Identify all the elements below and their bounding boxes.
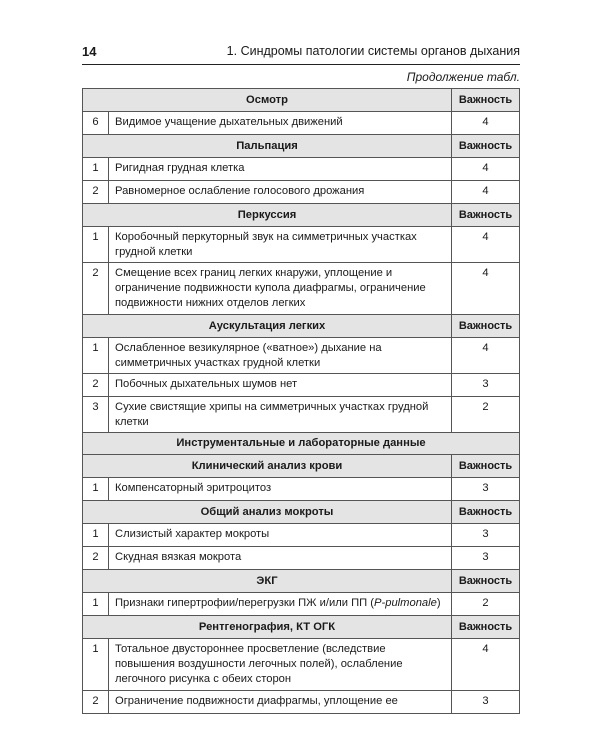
section-title: Клинический анализ крови bbox=[83, 455, 452, 478]
continued-label: Продолжение табл. bbox=[406, 70, 520, 84]
section-header bbox=[83, 501, 520, 524]
group-title: Инструментальные и лабораторные данные bbox=[83, 433, 520, 455]
importance-header: Важность bbox=[452, 315, 520, 338]
row-text-end: ) bbox=[436, 597, 441, 609]
table-row bbox=[83, 263, 520, 315]
row-text: Тотальное двустороннее просветление (вследствие повышения воздушности легочных полей), ослабление легочного рисунка с обеих сторон bbox=[109, 639, 452, 691]
row-importance: 2 bbox=[452, 397, 520, 433]
row-importance: 3 bbox=[452, 524, 520, 547]
section-title: Пальпация bbox=[83, 135, 452, 158]
section-header bbox=[83, 204, 520, 227]
table-row bbox=[83, 374, 520, 397]
section-title: Осмотр bbox=[83, 89, 452, 112]
row-number: 1 bbox=[83, 338, 109, 374]
table-row bbox=[83, 158, 520, 181]
row-number: 2 bbox=[83, 263, 109, 315]
table-row bbox=[83, 338, 520, 374]
importance-header: Важность bbox=[452, 204, 520, 227]
row-number: 1 bbox=[83, 227, 109, 263]
page-number: 14 bbox=[82, 44, 97, 59]
row-number: 2 bbox=[83, 374, 109, 397]
row-number: 2 bbox=[83, 691, 109, 714]
row-importance: 3 bbox=[452, 374, 520, 397]
row-importance: 3 bbox=[452, 547, 520, 570]
row-importance: 4 bbox=[452, 263, 520, 315]
table-row bbox=[83, 691, 520, 714]
importance-header: Важность bbox=[452, 135, 520, 158]
row-text: Ограничение подвижности диафрагмы, уплощение ее bbox=[109, 691, 452, 714]
table-row bbox=[83, 227, 520, 263]
table-row bbox=[83, 181, 520, 204]
importance-header: Важность bbox=[452, 616, 520, 639]
section-title: ЭКГ bbox=[83, 570, 452, 593]
section-title: Аускультация легких bbox=[83, 315, 452, 338]
row-text: Сухие свистящие хрипы на симметричных участках грудной клетки bbox=[109, 397, 452, 433]
group-header bbox=[83, 433, 520, 455]
row-importance: 4 bbox=[452, 158, 520, 181]
row-importance: 3 bbox=[452, 478, 520, 501]
table-row bbox=[83, 112, 520, 135]
table-row bbox=[83, 547, 520, 570]
section-header bbox=[83, 455, 520, 478]
importance-header: Важность bbox=[452, 455, 520, 478]
section-header bbox=[83, 616, 520, 639]
importance-header: Важность bbox=[452, 89, 520, 112]
row-text: Побочных дыхательных шумов нет bbox=[109, 374, 452, 397]
row-text: Коробочный перкуторный звук на симметричных участках грудной клетки bbox=[109, 227, 452, 263]
row-number: 1 bbox=[83, 524, 109, 547]
table-row bbox=[83, 524, 520, 547]
row-number: 1 bbox=[83, 158, 109, 181]
table-row bbox=[83, 639, 520, 691]
row-number: 6 bbox=[83, 112, 109, 135]
row-text: Ослабленное везикулярное («ватное») дыхание на симметричных участках грудной клетки bbox=[109, 338, 452, 374]
section-header bbox=[83, 570, 520, 593]
importance-header: Важность bbox=[452, 570, 520, 593]
symptoms-table bbox=[82, 88, 520, 714]
row-text bbox=[109, 593, 452, 616]
section-header bbox=[83, 89, 520, 112]
section-header bbox=[83, 135, 520, 158]
row-text: Слизистый характер мокроты bbox=[109, 524, 452, 547]
row-text-italic: P-pulmonale bbox=[374, 597, 437, 609]
table-row bbox=[83, 478, 520, 501]
row-number: 3 bbox=[83, 397, 109, 433]
section-title: Рентгенография, КТ ОГК bbox=[83, 616, 452, 639]
row-number: 1 bbox=[83, 639, 109, 691]
section-title: Общий анализ мокроты bbox=[83, 501, 452, 524]
row-text: Компенсаторный эритроцитоз bbox=[109, 478, 452, 501]
row-text: Ригидная грудная клетка bbox=[109, 158, 452, 181]
table-row bbox=[83, 397, 520, 433]
row-text: Равномерное ослабление голосового дрожания bbox=[109, 181, 452, 204]
row-number: 1 bbox=[83, 478, 109, 501]
row-number: 2 bbox=[83, 547, 109, 570]
row-number: 2 bbox=[83, 181, 109, 204]
row-importance: 4 bbox=[452, 227, 520, 263]
page-header bbox=[82, 42, 520, 65]
row-text: Скудная вязкая мокрота bbox=[109, 547, 452, 570]
row-number: 1 bbox=[83, 593, 109, 616]
row-importance: 3 bbox=[452, 691, 520, 714]
row-text: Видимое учащение дыхательных движений bbox=[109, 112, 452, 135]
table-row bbox=[83, 593, 520, 616]
row-importance: 4 bbox=[452, 639, 520, 691]
row-importance: 4 bbox=[452, 181, 520, 204]
row-importance: 4 bbox=[452, 338, 520, 374]
section-title: Перкуссия bbox=[83, 204, 452, 227]
row-importance: 2 bbox=[452, 593, 520, 616]
section-header bbox=[83, 315, 520, 338]
row-text: Смещение всех границ легких кнаружи, уплощение и ограничение подвижности купола диафрагмы, ограничение подвижности нижних отделов легких bbox=[109, 263, 452, 315]
row-text-start: Признаки гипертрофии/перегрузки ПЖ и/или ПП ( bbox=[115, 597, 375, 609]
running-head: 1. Синдромы патологии системы органов дыхания bbox=[226, 44, 520, 58]
row-importance: 4 bbox=[452, 112, 520, 135]
importance-header: Важность bbox=[452, 501, 520, 524]
